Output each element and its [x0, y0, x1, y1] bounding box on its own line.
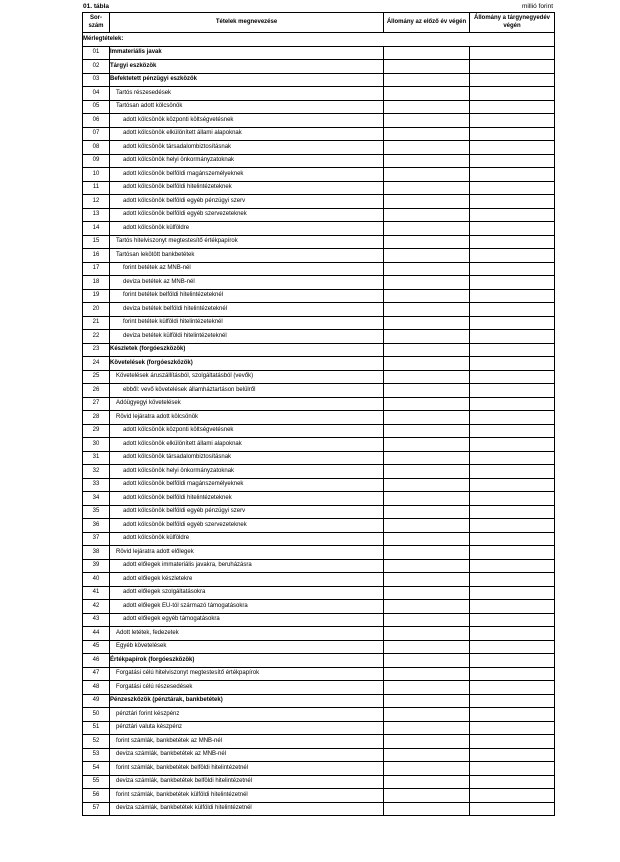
current-quarter-balance-cell[interactable]: [470, 748, 555, 762]
row-item-name: adott kölcsönök helyi önkormányzatoknak: [110, 154, 384, 168]
row-number: 20: [83, 303, 110, 317]
row-item-name: Immateriális javak: [110, 46, 384, 60]
section-row: [83, 33, 555, 47]
previous-year-balance-cell[interactable]: [384, 789, 470, 803]
row-number: 43: [83, 613, 110, 627]
current-quarter-balance-cell[interactable]: [470, 627, 555, 641]
row-item-name: adott kölcsönök elkülönített állami alapoknak: [110, 127, 384, 141]
header-current-quarter-balance: Állomány a tárgynegyedév végén: [470, 13, 555, 33]
table-row: [83, 519, 555, 533]
row-item-name: deviza betétek külföldi hitelintézeteknél: [110, 330, 384, 344]
table-row: [83, 235, 555, 249]
current-quarter-balance-cell[interactable]: [470, 222, 555, 236]
row-number: 21: [83, 316, 110, 330]
row-item-name: adott kölcsönök belföldi hitelintézeteknek: [110, 492, 384, 506]
previous-year-balance-cell[interactable]: [384, 559, 470, 573]
current-quarter-balance-cell[interactable]: [470, 262, 555, 276]
row-number: 50: [83, 708, 110, 722]
current-quarter-balance-cell[interactable]: [470, 424, 555, 438]
current-quarter-balance-cell[interactable]: [470, 46, 555, 60]
previous-year-balance-cell[interactable]: [384, 181, 470, 195]
current-quarter-balance-cell[interactable]: [470, 559, 555, 573]
table-row: [83, 613, 555, 627]
row-number: 42: [83, 600, 110, 614]
previous-year-balance-cell[interactable]: [384, 141, 470, 155]
row-number: 39: [83, 559, 110, 573]
row-item-name: adott kölcsönök belföldi magánszemélyeknek: [110, 168, 384, 182]
current-quarter-balance-cell[interactable]: [470, 694, 555, 708]
row-item-name: forint betétek külföldi hitelintézeteknél: [110, 316, 384, 330]
table-row: [83, 208, 555, 222]
current-quarter-balance-cell[interactable]: [470, 235, 555, 249]
row-number: 55: [83, 775, 110, 789]
previous-year-balance-cell[interactable]: [384, 87, 470, 101]
previous-year-balance-cell[interactable]: [384, 586, 470, 600]
previous-year-balance-cell[interactable]: [384, 424, 470, 438]
current-quarter-balance-cell[interactable]: [470, 208, 555, 222]
current-quarter-balance-cell[interactable]: [470, 681, 555, 695]
table-row: [83, 249, 555, 263]
previous-year-balance-cell[interactable]: [384, 762, 470, 776]
current-quarter-balance-cell[interactable]: [470, 303, 555, 317]
row-item-name: ebből: vevő követelések államháztartáson belülről: [110, 384, 384, 398]
current-quarter-balance-cell[interactable]: [470, 465, 555, 479]
previous-year-balance-cell[interactable]: [384, 600, 470, 614]
row-number: 57: [83, 802, 110, 816]
previous-year-balance-cell[interactable]: [384, 411, 470, 425]
row-item-name: adott kölcsönök külföldre: [110, 532, 384, 546]
row-number: 47: [83, 667, 110, 681]
row-item-name: adott kölcsönök belföldi hitelintézeteknek: [110, 181, 384, 195]
current-quarter-balance-cell[interactable]: [470, 708, 555, 722]
table-row: [83, 276, 555, 290]
current-quarter-balance-cell[interactable]: [470, 276, 555, 290]
previous-year-balance-cell[interactable]: [384, 519, 470, 533]
row-item-name: Követelések áruszállításból, szolgáltatásból (vevők): [110, 370, 384, 384]
row-item-name: adott kölcsönök társadalombiztosításnak: [110, 451, 384, 465]
table-row: [83, 465, 555, 479]
previous-year-balance-cell[interactable]: [384, 546, 470, 560]
current-quarter-balance-cell[interactable]: [470, 249, 555, 263]
table-row: [83, 181, 555, 195]
row-number: 54: [83, 762, 110, 776]
row-number: 25: [83, 370, 110, 384]
row-item-name: deviza számlák, bankbetétek az MNB-nél: [110, 748, 384, 762]
row-number: 01: [83, 46, 110, 60]
row-number: 16: [83, 249, 110, 263]
row-number: 13: [83, 208, 110, 222]
current-quarter-balance-cell[interactable]: [470, 330, 555, 344]
row-item-name: adott kölcsönök elkülönített állami alapoknak: [110, 438, 384, 452]
table-row: [83, 100, 555, 114]
previous-year-balance-cell[interactable]: [384, 303, 470, 317]
table-row: [83, 681, 555, 695]
current-quarter-balance-cell[interactable]: [470, 87, 555, 101]
row-number: 46: [83, 654, 110, 668]
row-item-name: Tartósan lekötött bankbetétek: [110, 249, 384, 263]
row-item-name: Befektetett pénzügyi eszközök: [110, 73, 384, 87]
previous-year-balance-cell[interactable]: [384, 316, 470, 330]
current-quarter-balance-cell[interactable]: [470, 451, 555, 465]
row-item-name: adott kölcsönök központi költségvetésnek: [110, 114, 384, 128]
current-quarter-balance-cell[interactable]: [470, 667, 555, 681]
row-number: 38: [83, 546, 110, 560]
row-item-name: forint számlák, bankbetétek külföldi hitelintézetnél: [110, 789, 384, 803]
table-row: [83, 789, 555, 803]
current-quarter-balance-cell[interactable]: [470, 654, 555, 668]
table-row: [83, 654, 555, 668]
previous-year-balance-cell[interactable]: [384, 343, 470, 357]
row-number: 02: [83, 60, 110, 74]
current-quarter-balance-cell[interactable]: [470, 343, 555, 357]
current-quarter-balance-cell[interactable]: [470, 613, 555, 627]
row-item-name: Adott letétek, fedezetek: [110, 627, 384, 641]
row-item-name: forint betétek belföldi hitelintézeteknél: [110, 289, 384, 303]
current-quarter-balance-cell[interactable]: [470, 168, 555, 182]
table-row: [83, 735, 555, 749]
balance-sheet-table: [82, 12, 555, 816]
row-number: 12: [83, 195, 110, 209]
current-quarter-balance-cell[interactable]: [470, 600, 555, 614]
current-quarter-balance-cell[interactable]: [470, 73, 555, 87]
row-item-name: Tartós részesedések: [110, 87, 384, 101]
table-row: [83, 262, 555, 276]
row-item-name: adott előlegek szolgáltatásokra: [110, 586, 384, 600]
previous-year-balance-cell[interactable]: [384, 775, 470, 789]
row-number: 09: [83, 154, 110, 168]
table-row: [83, 424, 555, 438]
table-row: [83, 627, 555, 641]
row-item-name: Tartósan adott kölcsönök: [110, 100, 384, 114]
row-number: 41: [83, 586, 110, 600]
table-row: [83, 154, 555, 168]
row-number: 29: [83, 424, 110, 438]
header-previous-year-balance: Állomány az előző év végén: [384, 13, 470, 33]
table-row: [83, 87, 555, 101]
row-number: 34: [83, 492, 110, 506]
row-number: 03: [83, 73, 110, 87]
previous-year-balance-cell[interactable]: [384, 681, 470, 695]
previous-year-balance-cell[interactable]: [384, 276, 470, 290]
previous-year-balance-cell[interactable]: [384, 451, 470, 465]
current-quarter-balance-cell[interactable]: [470, 289, 555, 303]
table-row: [83, 802, 555, 816]
table-row: [83, 708, 555, 722]
previous-year-balance-cell[interactable]: [384, 492, 470, 506]
previous-year-balance-cell[interactable]: [384, 73, 470, 87]
row-number: 10: [83, 168, 110, 182]
previous-year-balance-cell[interactable]: [384, 613, 470, 627]
row-number: 14: [83, 222, 110, 236]
table-row: [83, 73, 555, 87]
row-item-name: forint betétek az MNB-nél: [110, 262, 384, 276]
row-item-name: Követelések (forgóeszközök): [110, 357, 384, 371]
table-row: [83, 357, 555, 371]
row-number: 30: [83, 438, 110, 452]
previous-year-balance-cell[interactable]: [384, 721, 470, 735]
row-number: 11: [83, 181, 110, 195]
table-row: [83, 478, 555, 492]
previous-year-balance-cell[interactable]: [384, 640, 470, 654]
row-item-name: adott előlegek EU-tól származó támogatásokra: [110, 600, 384, 614]
previous-year-balance-cell[interactable]: [384, 735, 470, 749]
row-number: 08: [83, 141, 110, 155]
previous-year-balance-cell[interactable]: [384, 667, 470, 681]
row-number: 45: [83, 640, 110, 654]
row-item-name: deviza betétek belföldi hitelintézeteknél: [110, 303, 384, 317]
table-row: [83, 411, 555, 425]
table-row: [83, 532, 555, 546]
current-quarter-balance-cell[interactable]: [470, 181, 555, 195]
header-item-name: Tételek megnevezése: [110, 13, 384, 33]
table-row: [83, 640, 555, 654]
row-number: 07: [83, 127, 110, 141]
row-item-name: Tartós hitelviszonyt megtestesítő értékpapírok: [110, 235, 384, 249]
current-quarter-balance-cell[interactable]: [470, 789, 555, 803]
row-number: 04: [83, 87, 110, 101]
row-item-name: Rövid lejáratra adott kölcsönök: [110, 411, 384, 425]
previous-year-balance-cell[interactable]: [384, 168, 470, 182]
table-row: [83, 289, 555, 303]
previous-year-balance-cell[interactable]: [384, 249, 470, 263]
current-quarter-balance-cell[interactable]: [470, 775, 555, 789]
row-number: 27: [83, 397, 110, 411]
table-row: [83, 762, 555, 776]
current-quarter-balance-cell[interactable]: [470, 640, 555, 654]
row-number: 36: [83, 519, 110, 533]
previous-year-balance-cell[interactable]: [384, 330, 470, 344]
table-row: [83, 397, 555, 411]
row-item-name: Készletek (forgóeszközök): [110, 343, 384, 357]
row-item-name: Adóügyegyi követelések: [110, 397, 384, 411]
table-row: [83, 343, 555, 357]
row-number: 37: [83, 532, 110, 546]
previous-year-balance-cell[interactable]: [384, 154, 470, 168]
row-item-name: pénztári forint készpénz: [110, 708, 384, 722]
current-quarter-balance-cell[interactable]: [470, 721, 555, 735]
row-item-name: adott kölcsönök központi költségvetésnek: [110, 424, 384, 438]
current-quarter-balance-cell[interactable]: [470, 505, 555, 519]
table-row: [83, 370, 555, 384]
row-item-name: deviza betétek az MNB-nél: [110, 276, 384, 290]
row-number: 17: [83, 262, 110, 276]
current-quarter-balance-cell[interactable]: [470, 586, 555, 600]
current-quarter-balance-cell[interactable]: [470, 802, 555, 816]
table-row: [83, 559, 555, 573]
table-row: [83, 492, 555, 506]
table-id: 01. tábla: [83, 3, 110, 10]
previous-year-balance-cell[interactable]: [384, 127, 470, 141]
row-item-name: pénztári valuta készpénz: [110, 721, 384, 735]
table-row: [83, 438, 555, 452]
table-row: [83, 195, 555, 209]
previous-year-balance-cell[interactable]: [384, 505, 470, 519]
previous-year-balance-cell[interactable]: [384, 222, 470, 236]
row-number: 40: [83, 573, 110, 587]
previous-year-balance-cell[interactable]: [384, 694, 470, 708]
previous-year-balance-cell[interactable]: [384, 114, 470, 128]
row-item-name: adott előlegek készletekre: [110, 573, 384, 587]
row-item-name: adott kölcsönök belföldi egyéb szervezeteknek: [110, 519, 384, 533]
current-quarter-balance-cell[interactable]: [470, 519, 555, 533]
previous-year-balance-cell[interactable]: [384, 357, 470, 371]
current-quarter-balance-cell[interactable]: [470, 141, 555, 155]
row-number: 15: [83, 235, 110, 249]
previous-year-balance-cell[interactable]: [384, 60, 470, 74]
row-number: 26: [83, 384, 110, 398]
current-quarter-balance-cell[interactable]: [470, 532, 555, 546]
header-row: [83, 13, 555, 33]
table-row: [83, 546, 555, 560]
current-quarter-balance-cell[interactable]: [470, 100, 555, 114]
row-item-name: adott kölcsönök társadalombiztosításnak: [110, 141, 384, 155]
row-item-name: adott kölcsönök belföldi egyéb pénzügyi szerv: [110, 505, 384, 519]
row-number: 52: [83, 735, 110, 749]
row-item-name: adott kölcsönök belföldi egyéb pénzügyi szerv: [110, 195, 384, 209]
table-row: [83, 46, 555, 60]
table-row: [83, 222, 555, 236]
previous-year-balance-cell[interactable]: [384, 465, 470, 479]
previous-year-balance-cell[interactable]: [384, 262, 470, 276]
table-row: [83, 127, 555, 141]
previous-year-balance-cell[interactable]: [384, 708, 470, 722]
current-quarter-balance-cell[interactable]: [470, 114, 555, 128]
current-quarter-balance-cell[interactable]: [470, 546, 555, 560]
row-item-name: Értékpapírok (forgóeszközök): [110, 654, 384, 668]
current-quarter-balance-cell[interactable]: [470, 411, 555, 425]
table-row: [83, 330, 555, 344]
row-number: 31: [83, 451, 110, 465]
row-item-name: adott kölcsönök helyi önkormányzatoknak: [110, 465, 384, 479]
table-row: [83, 114, 555, 128]
row-number: 49: [83, 694, 110, 708]
row-item-name: forint számlák, bankbetétek belföldi hitelintézetnél: [110, 762, 384, 776]
table-row: [83, 586, 555, 600]
table-row: [83, 694, 555, 708]
current-quarter-balance-cell[interactable]: [470, 370, 555, 384]
row-number: 35: [83, 505, 110, 519]
current-quarter-balance-cell[interactable]: [470, 127, 555, 141]
previous-year-balance-cell[interactable]: [384, 802, 470, 816]
row-item-name: Forgatási célú részesedések: [110, 681, 384, 695]
table-row: [83, 168, 555, 182]
row-number: 06: [83, 114, 110, 128]
row-item-name: Forgatási célú hitelviszonyt megtestesítő értékpapírok: [110, 667, 384, 681]
row-item-name: forint számlák, bankbetétek az MNB-nél: [110, 735, 384, 749]
row-number: 33: [83, 478, 110, 492]
previous-year-balance-cell[interactable]: [384, 397, 470, 411]
previous-year-balance-cell[interactable]: [384, 627, 470, 641]
previous-year-balance-cell[interactable]: [384, 654, 470, 668]
previous-year-balance-cell[interactable]: [384, 289, 470, 303]
row-number: 22: [83, 330, 110, 344]
row-item-name: adott kölcsönök belföldi egyéb szervezeteknek: [110, 208, 384, 222]
current-quarter-balance-cell[interactable]: [470, 438, 555, 452]
current-quarter-balance-cell[interactable]: [470, 762, 555, 776]
current-quarter-balance-cell[interactable]: [470, 60, 555, 74]
table-row: [83, 384, 555, 398]
previous-year-balance-cell[interactable]: [384, 235, 470, 249]
table-row: [83, 748, 555, 762]
row-number: 56: [83, 789, 110, 803]
table-row: [83, 303, 555, 317]
table-row: [83, 505, 555, 519]
row-item-name: adott kölcsönök belföldi magánszemélyeknek: [110, 478, 384, 492]
previous-year-balance-cell[interactable]: [384, 532, 470, 546]
current-quarter-balance-cell[interactable]: [470, 154, 555, 168]
current-quarter-balance-cell[interactable]: [470, 195, 555, 209]
table-row: [83, 60, 555, 74]
previous-year-balance-cell[interactable]: [384, 384, 470, 398]
table-row: [83, 721, 555, 735]
row-number: 28: [83, 411, 110, 425]
current-quarter-balance-cell[interactable]: [470, 316, 555, 330]
unit-label: millió forint: [521, 3, 553, 10]
row-number: 24: [83, 357, 110, 371]
row-number: 19: [83, 289, 110, 303]
row-item-name: adott előlegek egyéb támogatásokra: [110, 613, 384, 627]
row-item-name: adott kölcsönök külföldre: [110, 222, 384, 236]
table-row: [83, 451, 555, 465]
current-quarter-balance-cell[interactable]: [470, 384, 555, 398]
row-item-name: adott előlegek immateriális javakra, beruházásra: [110, 559, 384, 573]
table-row: [83, 775, 555, 789]
current-quarter-balance-cell[interactable]: [470, 735, 555, 749]
section-title: Mérlegtételek:: [83, 33, 555, 47]
row-number: 44: [83, 627, 110, 641]
previous-year-balance-cell[interactable]: [384, 370, 470, 384]
previous-year-balance-cell[interactable]: [384, 195, 470, 209]
row-item-name: deviza számlák, bankbetétek belföldi hitelintézetnél: [110, 775, 384, 789]
row-item-name: Rövid lejáratra adott előlegek: [110, 546, 384, 560]
row-item-name: deviza számlák, bankbetétek külföldi hitelintézetnél: [110, 802, 384, 816]
table-row: [83, 600, 555, 614]
current-quarter-balance-cell[interactable]: [470, 573, 555, 587]
previous-year-balance-cell[interactable]: [384, 573, 470, 587]
row-number: 18: [83, 276, 110, 290]
previous-year-balance-cell[interactable]: [384, 438, 470, 452]
table-row: [83, 573, 555, 587]
current-quarter-balance-cell[interactable]: [470, 478, 555, 492]
current-quarter-balance-cell[interactable]: [470, 397, 555, 411]
row-number: 51: [83, 721, 110, 735]
table-row: [83, 316, 555, 330]
previous-year-balance-cell[interactable]: [384, 46, 470, 60]
table-row: [83, 667, 555, 681]
current-quarter-balance-cell[interactable]: [470, 357, 555, 371]
previous-year-balance-cell[interactable]: [384, 208, 470, 222]
header-row-number: Sor-szám: [83, 13, 110, 33]
row-number: 05: [83, 100, 110, 114]
table-row: [83, 141, 555, 155]
previous-year-balance-cell[interactable]: [384, 478, 470, 492]
previous-year-balance-cell[interactable]: [384, 748, 470, 762]
previous-year-balance-cell[interactable]: [384, 100, 470, 114]
row-item-name: Tárgyi eszközök: [110, 60, 384, 74]
row-number: 23: [83, 343, 110, 357]
row-item-name: Egyéb követelések: [110, 640, 384, 654]
row-number: 53: [83, 748, 110, 762]
row-number: 32: [83, 465, 110, 479]
current-quarter-balance-cell[interactable]: [470, 492, 555, 506]
row-number: 48: [83, 681, 110, 695]
row-item-name: Pénzeszközök (pénztárak, bankbetétek): [110, 694, 384, 708]
